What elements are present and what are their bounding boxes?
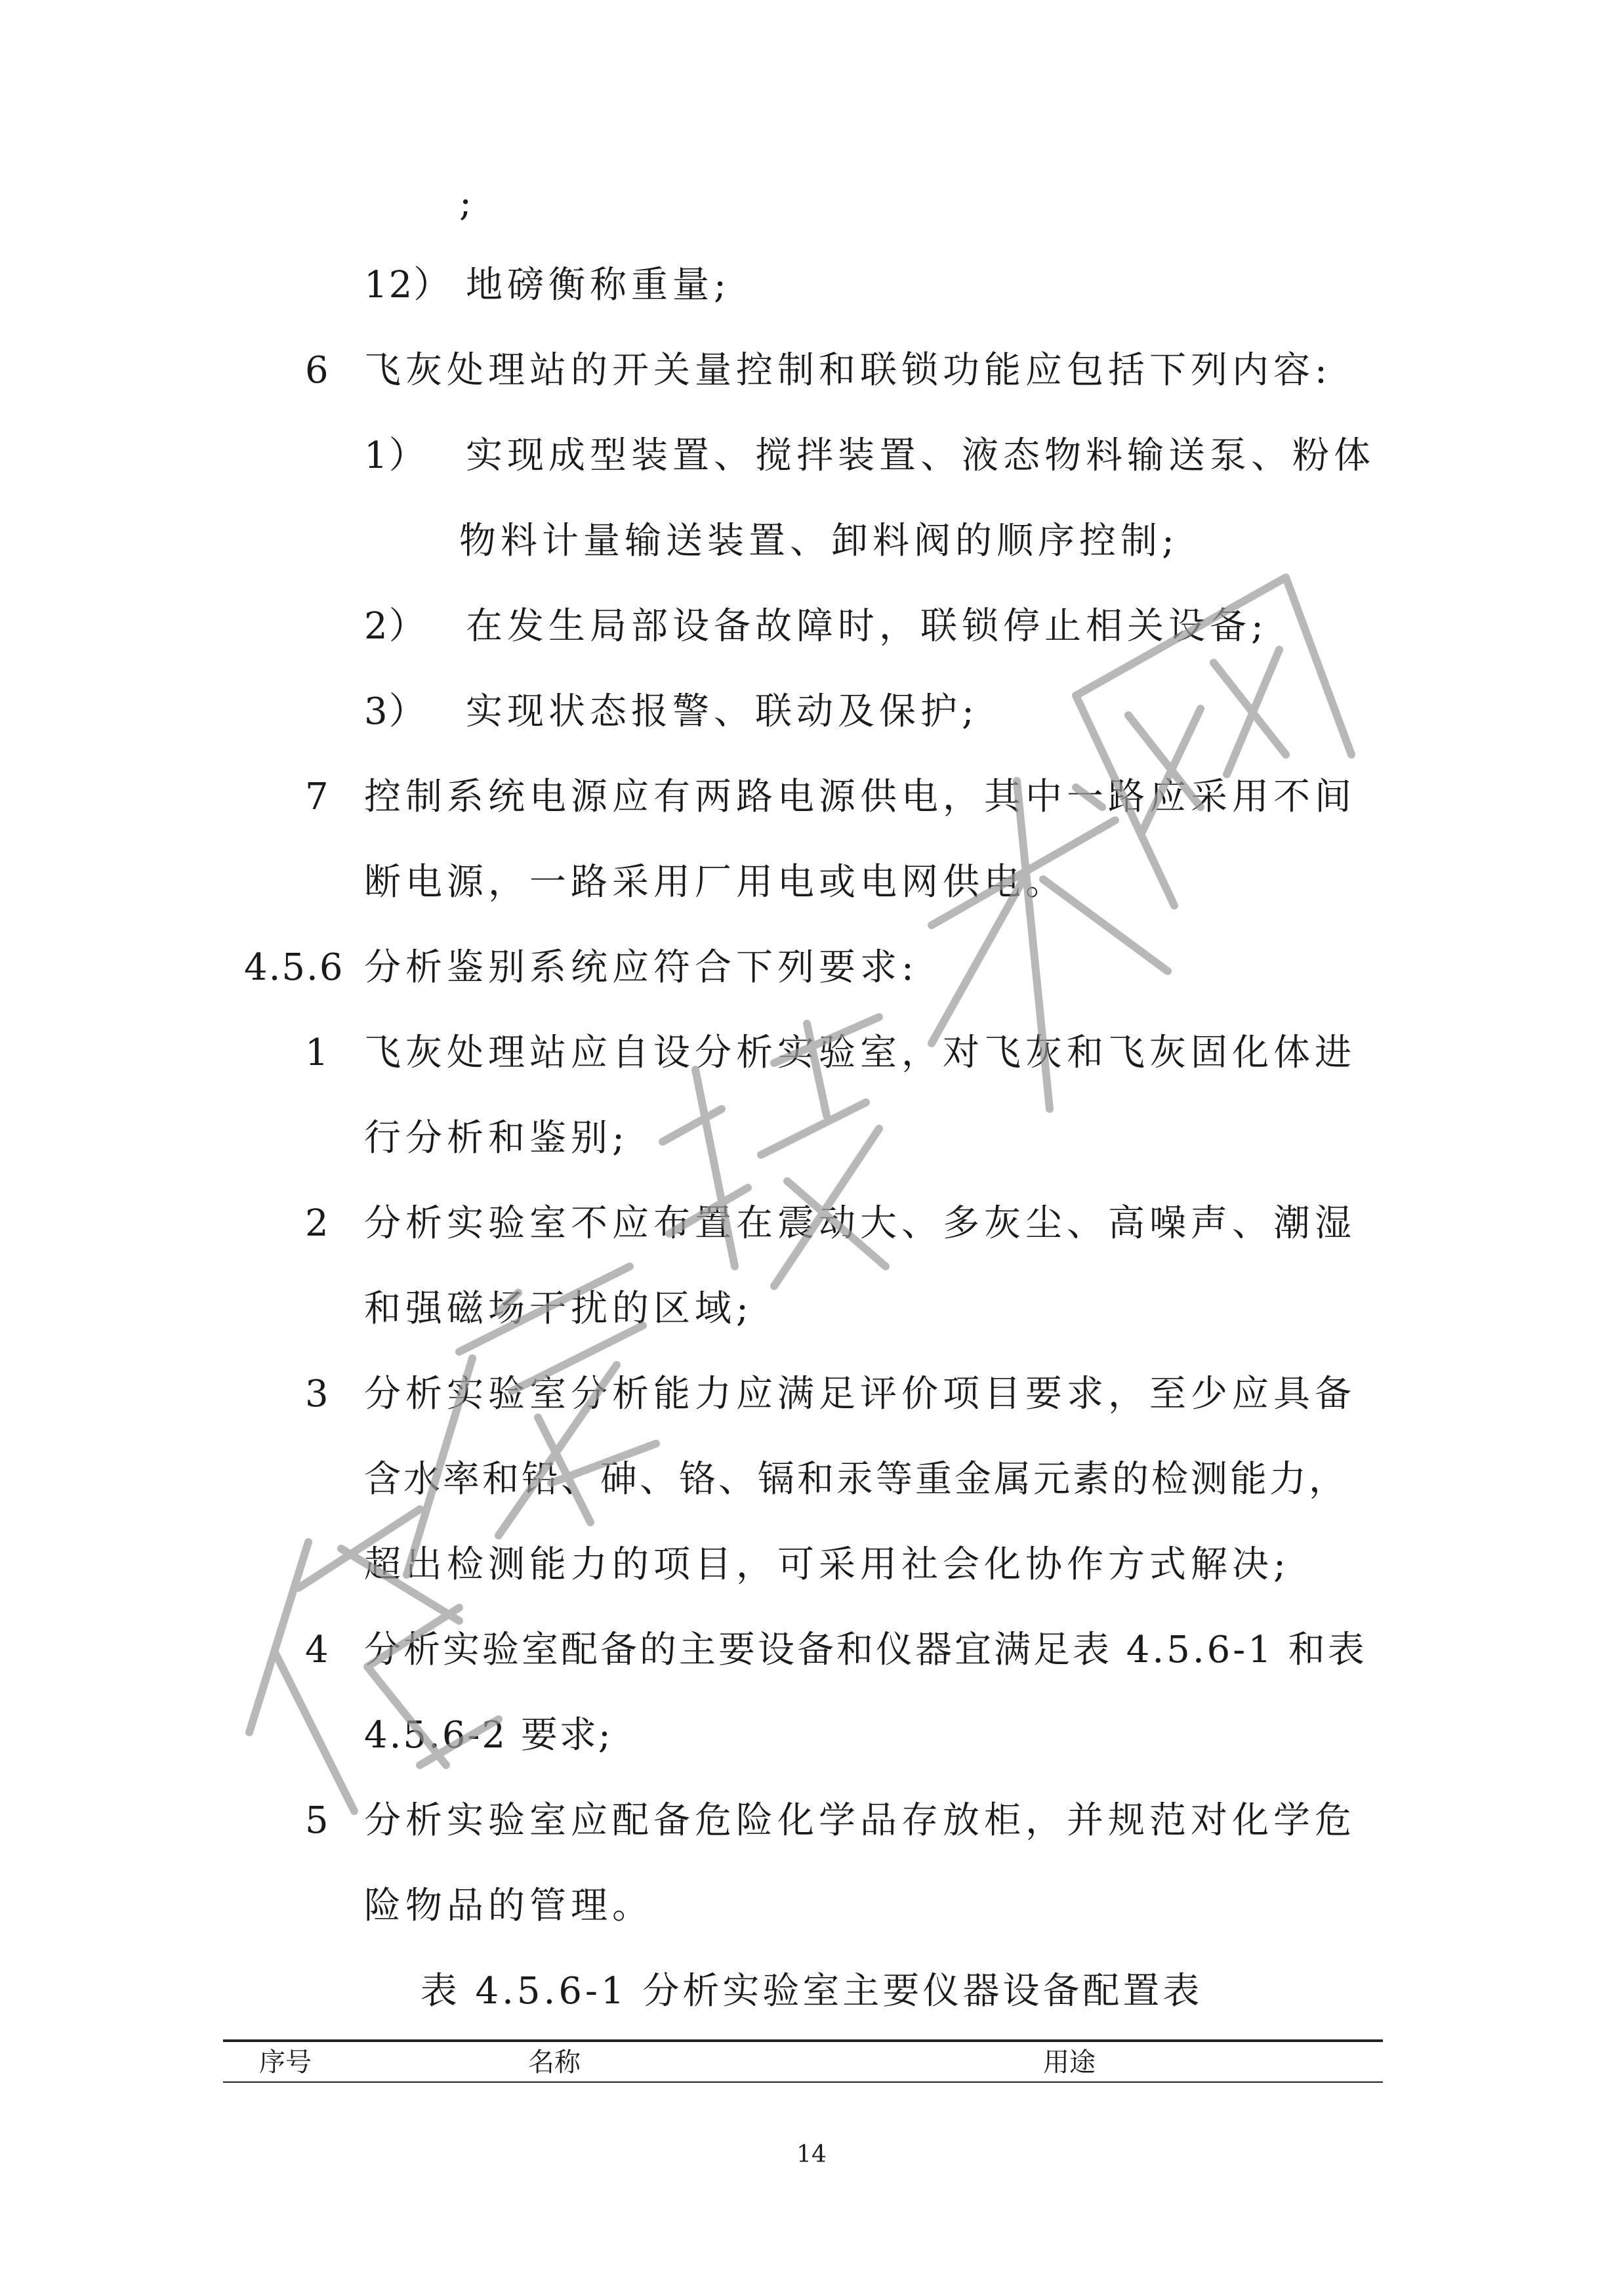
- line-1-text: 地磅衡称重量;: [466, 264, 731, 306]
- line-10-text: 飞灰处理站应自设分析实验室，对飞灰和飞灰固化体进: [364, 1032, 1356, 1074]
- line-18-text: 4.5.6-2 要求;: [364, 1714, 613, 1757]
- line-5-num: 2）: [364, 605, 427, 648]
- line-6-text: 实现状态报警、联动及保护;: [466, 690, 979, 733]
- line-4-text: 物料计量输送装置、卸料阀的顺序控制;: [459, 520, 1179, 562]
- table-header-name: 名称: [528, 2047, 581, 2077]
- table-header-usage: 用途: [1043, 2047, 1096, 2077]
- line-16-text: 超出检测能力的项目，可采用社会化协作方式解决;: [364, 1543, 1290, 1586]
- line-11-text: 行分析和鉴别;: [364, 1117, 629, 1159]
- line-0-text: ;: [459, 182, 476, 224]
- line-14-num: 3: [305, 1373, 330, 1415]
- line-12-num: 2: [305, 1202, 330, 1245]
- line-19-num: 5: [305, 1799, 330, 1842]
- line-10-num: 1: [305, 1032, 330, 1074]
- table-header-rule: [223, 2081, 1383, 2083]
- line-3-text: 实现成型装置、搅拌装置、液态物料输送泵、粉体: [466, 434, 1375, 477]
- line-14-text: 分析实验室分析能力应满足评价项目要求，至少应具备: [364, 1373, 1356, 1415]
- table-caption: 表 4.5.6-1 分析实验室主要仪器设备配置表: [420, 1970, 1203, 2013]
- line-9-num: 4.5.6: [244, 946, 344, 989]
- line-6-num: 3）: [364, 690, 427, 733]
- page-number: 14: [796, 2141, 827, 2168]
- line-17-text: 分析实验室配备的主要设备和仪器宜满足表 4.5.6-1 和表: [364, 1629, 1367, 1671]
- line-20-text: 险物品的管理。: [364, 1885, 653, 1927]
- line-13-text: 和强磁场干扰的区域;: [364, 1287, 753, 1330]
- line-5-text: 在发生局部设备故障时，联锁停止相关设备;: [466, 605, 1268, 648]
- line-15-text: 含水率和铅、砷、铬、镉和汞等重金属元素的检测能力，: [364, 1458, 1348, 1501]
- line-2-text: 飞灰处理站的开关量控制和联锁功能应包括下列内容:: [364, 349, 1332, 392]
- line-3-num: 1）: [364, 434, 427, 477]
- line-12-text: 分析实验室不应布置在震动大、多灰尘、高噪声、潮湿: [364, 1202, 1356, 1245]
- line-17-num: 4: [305, 1629, 330, 1671]
- line-1-num: 12）: [364, 264, 452, 306]
- table-header-index: 序号: [259, 2047, 312, 2077]
- line-8-text: 断电源，一路采用厂用电或电网供电。: [364, 861, 1067, 904]
- table-top-rule: [223, 2039, 1383, 2042]
- line-2-num: 6: [305, 349, 330, 392]
- line-7-num: 7: [305, 776, 330, 818]
- line-9-text: 分析鉴别系统应符合下列要求:: [364, 946, 918, 989]
- line-7-text: 控制系统电源应有两路电源供电，其中一路应采用不间: [364, 776, 1356, 818]
- line-19-text: 分析实验室应配备危险化学品存放柜，并规范对化学危: [364, 1799, 1356, 1842]
